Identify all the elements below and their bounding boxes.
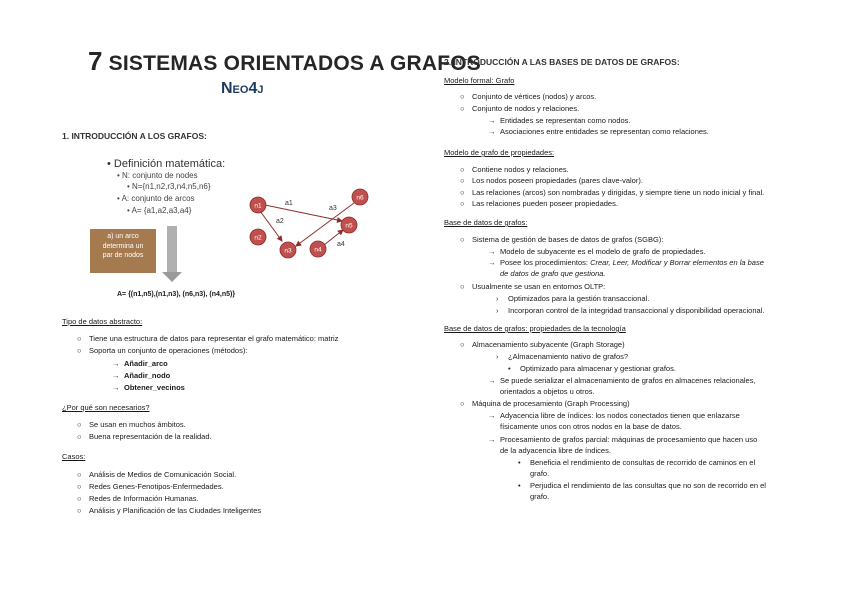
formal-model-heading: Modelo formal: Grafo (444, 76, 515, 85)
graph-diagram (238, 185, 378, 263)
list-item: • Optimizado para almacenar y gestionar grafos. (508, 364, 676, 373)
definition-title: • Definición matemática: (107, 158, 226, 170)
list-item: › Incorporan control de la integridad transaccional y disponibilidad operacional. (496, 306, 765, 315)
list-item: → Obtener_vecinos (112, 383, 185, 392)
list-item: ○ Almacenamiento subyacente (Graph Storage) (460, 340, 625, 349)
node-label: n5 (345, 222, 353, 230)
node-label: n1 (254, 202, 262, 210)
node-label: n3 (284, 247, 292, 255)
list-item: → Entidades se representan como nodos. (488, 116, 631, 125)
list-item: → Adyacencia libre de índices: los nodos conectados tienen que enlazarse (488, 411, 740, 420)
arc-note-line: a) un arco (107, 233, 139, 240)
chapter-number: 7 (88, 46, 103, 76)
cases-heading: Casos: (62, 452, 86, 461)
node-label: n4 (314, 246, 322, 254)
list-item: → Añadir_arco (112, 359, 168, 368)
list-item: → Asociaciones entre entidades se representan como relaciones. (488, 127, 709, 136)
list-item: ○ Análisis de Medios de Comunicación Social. (77, 470, 237, 479)
down-arrow-icon (162, 272, 182, 282)
list-item: ○ Contiene nodos y relaciones. (460, 165, 569, 174)
arc-set-formula: A= {(n1,n5),(n1,n3), (n6,n3), (n4,n5)} (117, 291, 236, 298)
list-item: • Beneficia el rendimiento de consultas de recorrido de caminos en el (518, 458, 756, 467)
arc-note-line: determina un (102, 242, 144, 250)
list-item: ○ Usualmente se usan en entornos OLTP: (460, 282, 606, 291)
page-subtitle: Neo4j (221, 80, 264, 97)
list-item: ○ Máquina de procesamiento (Graph Processing) (460, 399, 630, 408)
tech-properties-heading: Base de datos de grafos: propiedades de la tecnología (444, 324, 626, 333)
list-item: ○ Los nodos poseen propiedades (pares clave-valor). (460, 176, 643, 185)
definition-n-value: • N={n1,n2,r3,n4,n5,n6} (127, 182, 211, 191)
list-item: › Optimizados para la gestión transaccional. (496, 294, 650, 303)
list-item: › ¿Almacenamiento nativo de grafos? (496, 352, 629, 361)
list-item-continuation: de la adyacencia libre de índices. (500, 446, 611, 455)
arc-note-line: par de nodos (102, 252, 144, 259)
list-item: ○ Buena representación de la realidad. (77, 432, 212, 441)
edge-label-a4: a4 (337, 241, 345, 248)
list-item-continuation: orientados a objetos u otros. (500, 387, 595, 396)
node-label: n6 (356, 194, 364, 202)
why-heading: ¿Por qué son necesarios? (62, 403, 150, 412)
list-item: → Añadir_nodo (112, 371, 171, 380)
list-item-continuation: de datos de grafo que gestiona. (500, 269, 606, 278)
list-item: ○ Conjunto de nodos y relaciones. (460, 104, 580, 113)
node-label: n2 (254, 234, 262, 242)
property-graph-heading: Modelo de grafo de propiedades: (444, 148, 555, 157)
list-item: ○ Redes de Información Humanas. (77, 494, 199, 503)
list-item-continuation: físicamente unos con otros nodos en la base de datos. (500, 422, 682, 431)
list-item: ○ Sistema de gestión de bases de datos de grafos (SGBG): (460, 235, 664, 244)
definition-a-value: • A= {a1,a2,a3,a4} (127, 206, 192, 215)
list-item-continuation: grafo. (530, 469, 550, 478)
definition-a: • A: conjunto de arcos (117, 194, 195, 203)
list-item: ○ Redes Genes-Fenotipos-Enfermedades. (77, 482, 224, 491)
list-item: ○ Análisis y Planificación de las Ciudades Inteligentes (77, 506, 262, 515)
list-item: • Perjudica el rendimiento de las consultas que no son de recorrido en el (518, 481, 766, 490)
list-item: ○ Se usan en muchos ámbitos. (77, 420, 186, 429)
list-item: ○ Las relaciones (arcos) son nombradas y dirigidas, y siempre tiene un nodo inicial y final. (460, 188, 765, 197)
page-title (88, 46, 481, 77)
down-arrow-shaft (167, 226, 177, 272)
list-item: ○ Conjunto de vértices (nodos) y arcos. (460, 92, 597, 101)
chapter-title: SISTEMAS ORIENTADOS A GRAFOS (108, 52, 482, 75)
arc-note-box (90, 229, 156, 273)
list-item: ○ Soporta un conjunto de operaciones (métodos): (77, 346, 248, 355)
definition-n: • N: conjunto de nodes (117, 171, 198, 180)
list-item: → Se puede serializar el almacenamiento de grafos en almacenes relacionales, (488, 376, 756, 385)
list-item: → Procesamiento de grafos parcial: máquinas de procesamiento que hacen uso (488, 435, 758, 444)
list-item: → Posee los procedimientos: Crear, Leer, Modificar y Borrar elementos en la base (488, 258, 764, 267)
edge-label-a3: a3 (329, 205, 337, 212)
edge-label-a1: a1 (285, 200, 293, 207)
list-item-continuation: grafo. (530, 492, 550, 501)
abstract-type-heading: Tipo de datos abstracto: (62, 317, 143, 326)
graph-db-heading: Base de datos de grafos: (444, 218, 528, 227)
section-heading-2: 2. INTRODUCCIÓN A LAS BASES DE DATOS DE GRAFOS: (444, 57, 680, 67)
list-item: ○ Las relaciones pueden poseer propiedades. (460, 199, 618, 208)
edge-label-a2: a2 (276, 218, 284, 225)
list-item: ○ Tiene una estructura de datos para representar el grafo matemático: matriz (77, 334, 339, 343)
list-item: → Modelo de subyacente es el modelo de grafo de propiedades. (488, 247, 706, 256)
section-heading-1: 1. INTRODUCCIÓN A LOS GRAFOS: (62, 131, 207, 141)
